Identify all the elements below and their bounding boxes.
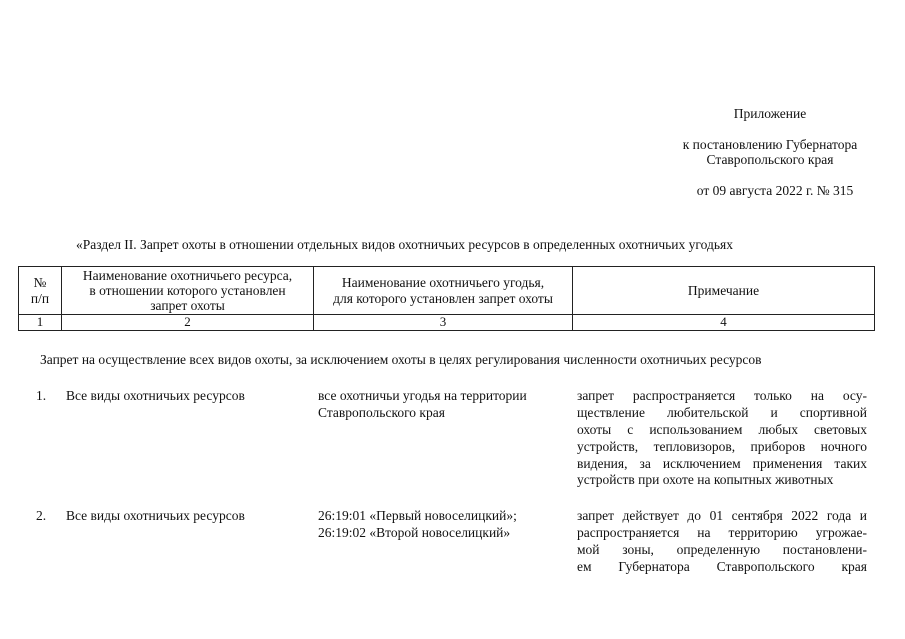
- row-land: [318, 388, 563, 422]
- column-number: 3: [314, 315, 573, 331]
- note-line: запрет действует до 01 сентября 2022 года и: [577, 508, 867, 523]
- section-title: «Раздел II. Запрет охоты в отношении отдельных видов охотничьих ресурсов в определенных охотничьих угодьях: [76, 237, 733, 252]
- row-number: 1.: [36, 388, 47, 403]
- land-line: 26:19:01 «Первый новоселицкий»;: [318, 508, 517, 523]
- note-line: мой зоны, определенную постановлени-: [577, 541, 867, 557]
- column-number: 1: [19, 315, 62, 331]
- column-number: 2: [62, 315, 314, 331]
- land-line: все охотничьи угодья на территории: [318, 388, 527, 403]
- row-number: 2.: [36, 508, 47, 523]
- note-line: устройств при охоте на копытных животных: [577, 472, 834, 488]
- note-line: ем Губернатора Ставропольского края: [577, 558, 867, 574]
- column-number-row: [19, 315, 875, 331]
- column-header-resource: Наименование охотничьего ресурса, в отношении которого установлен запрет охоты: [62, 267, 314, 315]
- land-line: 26:19:02 «Второй новоселицкий»: [318, 524, 511, 540]
- row-land: [318, 508, 563, 542]
- appendix-date-line: от 09 августа 2022 г. № 315: [696, 183, 854, 198]
- row-note: [577, 508, 867, 576]
- appendix-region-line: Ставропольского края: [706, 152, 834, 167]
- note-line: охоты с использованием любых световых: [577, 421, 867, 437]
- row-resource: Все виды охотничьих ресурсов: [66, 388, 245, 403]
- row-resource: Все виды охотничьих ресурсов: [66, 508, 245, 523]
- header-row: [19, 267, 875, 315]
- note-line: устройств, тепловизоров, приборов ночного: [577, 438, 867, 454]
- row-note: [577, 388, 867, 489]
- note-line: видения, за исключением применения таких: [577, 455, 867, 471]
- column-header-land: Наименование охотничьего угодья, для которого установлен запрет охоты: [314, 267, 573, 315]
- column-header-note: Примечание: [573, 267, 875, 315]
- land-line: Ставропольского края: [318, 404, 445, 420]
- appendix-to-line: к постановлению Губернатора: [682, 137, 858, 152]
- appendix-title: Приложение: [733, 106, 807, 121]
- subsection-title: Запрет на осуществление всех видов охоты, за исключением охоты в целях регулирования численности охотничьих ресурсов: [40, 352, 762, 367]
- note-line: запрет распространяется только на осу-: [577, 388, 867, 403]
- column-number: 4: [573, 315, 875, 331]
- note-line: распространяется на территорию угрожае-: [577, 524, 867, 540]
- note-line: ществление любительской и спортивной: [577, 404, 867, 420]
- header-table: [18, 266, 875, 331]
- column-header-number: № п/п: [19, 267, 62, 315]
